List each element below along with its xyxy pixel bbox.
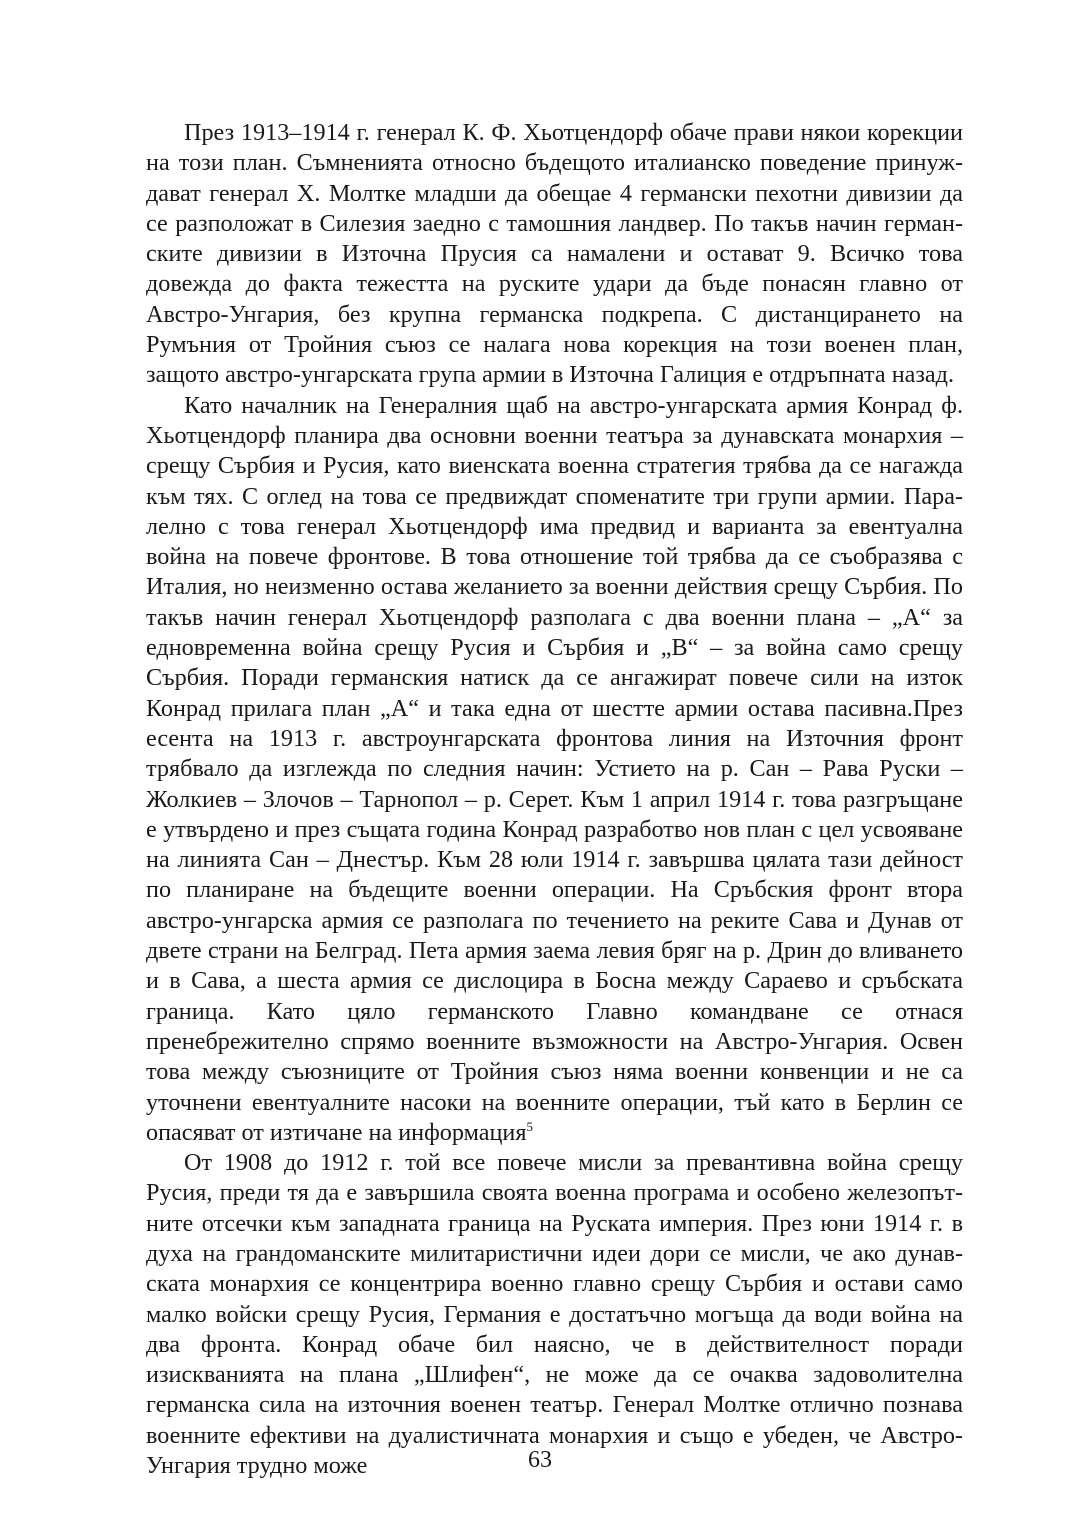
paragraph-3: От 1908 до 1912 г. той все повече мисли за превантивна война срещу Русия, преди тя да е завършила своята военна програма и особено железопътните отсечки към западната граница на Руската империя. През юни 1914 г. в духа на грандоманските милитаристични идеи дори се мисли, че ако дунавската монархия се концентрира военно главно срещу Сърбия и остави само малко войски срещу Русия, Германия е достатъчно могъща да води война на два фронта. Конрад обаче бил наясно, че в действителност поради изискванията на плана „Шлифен“, не може да се очаква задоволителна германска сила на източния военен театър. Генерал Молтке отлично познава военните ефективи на дуалистичната монархия и също е убеден, че Австро-Унгария трудно може <box>146 1149 963 1480</box>
body-text <box>146 118 963 1481</box>
page-number: 63 <box>528 1447 552 1473</box>
footnote-reference[interactable]: 5 <box>526 1118 533 1134</box>
paragraph-2-text: Като началник на Генералния щаб на австро-унгарската армия Конрад ф. Хьотцендорф планира два основни военни театъра за дунавската монархия – срещу Сърбия и Русия, като виенската военна стратегия трябва да се нагажда към тях. С оглед на това се предвиждат споменатите три групи армии. Паралелно с това генерал Хьотцендорф има предвид и варианта за евентуална война на повече фронтове. В това отношение той трябва да се съобразява с Италия, но неизменно остава желанието за военни действия срещу Сърбия. По такъв начин генерал Хьотцендорф разполага с два военни плана – „А“ за едновременна война срещу Русия и Сърбия и „В“ – за война само срещу Сърбия. Поради германския натиск да се ангажират повече сили на изток Конрад прилага план „А“ и така една от шестте армии остава пасивна.През есента на 1913 г. австроунгарската фронтова линия на Източния фронт трябвало да изглежда по следния начин: Устието на р. Сан – Рава Руски – Жолкиев – Злочов – Тарнопол – р. Серет. Към 1 април 1914 г. това разгръщане е утвърдено и през същата година Конрад разработво нов план с цел усвояване на линията Сан – Днестър. Към 28 юли 1914 г. завършва цялата тази дейност по планиране на бъдещите военни операции. На Сръбския фронт втора австро-унгарска армия се разполага по течението на реките Сава и Дунав от двете страни на Белград. Пета армия заема левия бряг на р. Дрин до вливането и в Сава, а шеста армия се дислоцира в Босна между Сараево и сръбската граница. Като цяло германското Главно командване се отнася пренебрежително спрямо военните възможности на Австро-Унгария. Освен това между съюзниците от Тройния съюз няма военни конвенции и не са уточнени евентуалните насоки на военните операции, тъй като в Берлин се опасяват от изтичане на информация <box>146 391 963 1146</box>
paragraph-2 <box>146 391 963 1148</box>
paragraph-1: През 1913–1914 г. генерал К. Ф. Хьотцендорф обаче прави някои корекции на този план. Съмненията относно бъдещото италианско поведение принуждават генерал Х. Молтке младши да обещае 4 германски пехотни дивизии да се разположат в Силезия заедно с тамошния ландвер. По такъв начин германските дивизии в Източна Прусия са намалени и остават 9. Всичко това довежда до факта тежестта на руските удари да бъде понасян главно от Австро-Унгария, без крупна германска подкрепа. С дистанцирането на Румъния от Тройния съюз се налага нова корекция на този военен план, защото австро-унгарската група армии в Източна Галиция е отдръпната назад. <box>146 119 963 389</box>
